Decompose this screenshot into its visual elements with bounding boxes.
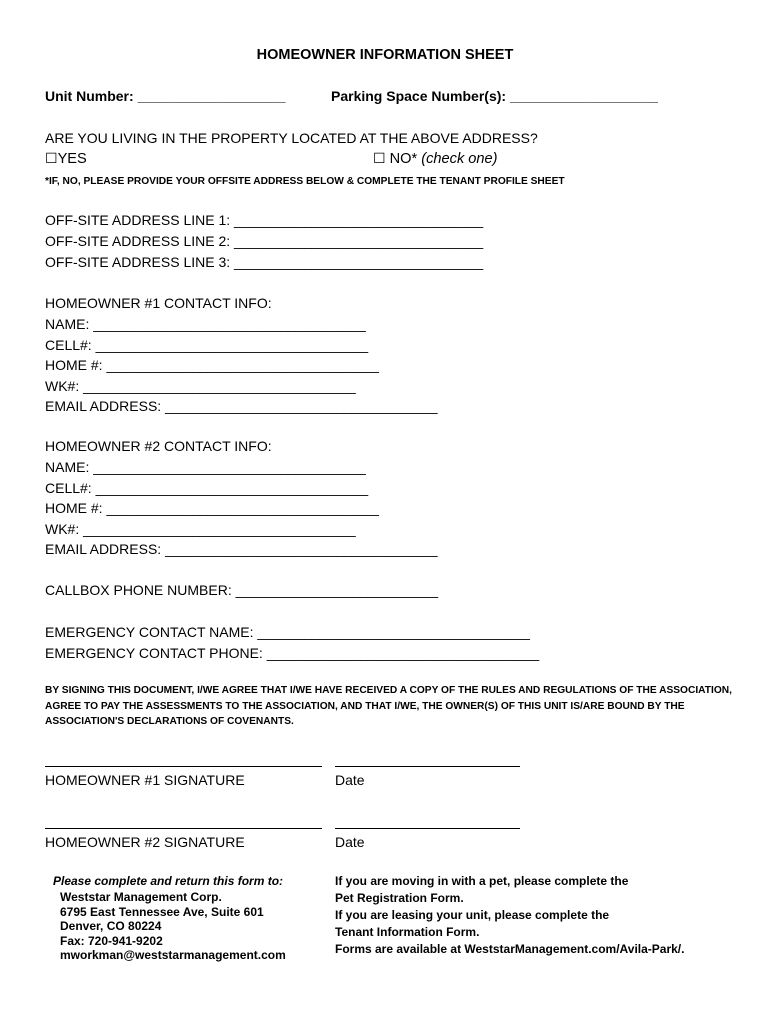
homeowner1-wk-field[interactable]: WK#: ___________________________________ <box>45 378 356 394</box>
homeowner2-heading: HOMEOWNER #2 CONTACT INFO: <box>45 438 272 454</box>
homeowner1-home-field[interactable]: HOME #: ___________________________________ <box>45 357 379 373</box>
homeowner2-name-field[interactable]: NAME: ___________________________________ <box>45 459 366 475</box>
callbox-phone-field[interactable]: CALLBOX PHONE NUMBER: __________________________ <box>45 582 439 598</box>
no-option[interactable] <box>373 151 498 167</box>
agreement-statement: BY SIGNING THIS DOCUMENT, I/WE AGREE THAT I/WE HAVE RECEIVED A COPY OF THE RULES AND REGULATIONS OF THE ASSOCIATION, AGREE TO PAY THE ASSESSMENTS TO THE ASSOCIATION, AND THAT I/WE, THE OWNER(S) OF THIS UNIT IS/ARE BOUND BY THE ASSOCIATION'S DECLARATIONS OF COVENANTS. <box>45 685 732 727</box>
offsite-address-line-2[interactable]: OFF-SITE ADDRESS LINE 2: ________________________________ <box>45 233 484 249</box>
homeowner2-signature-label: HOMEOWNER #2 SIGNATURE <box>45 834 245 850</box>
homeowner2-signature-line[interactable] <box>45 828 322 829</box>
notes-block <box>335 873 684 958</box>
homeowner1-cell-field[interactable]: CELL#: ___________________________________ <box>45 337 369 353</box>
return-street: 6795 East Tennessee Ave, Suite 601 <box>60 904 264 919</box>
parking-space-label: Parking Space Number(s): <box>331 88 507 104</box>
yes-checkbox-icon[interactable]: ☐ <box>45 151 58 167</box>
offsite-address-line-3[interactable]: OFF-SITE ADDRESS LINE 3: ________________________________ <box>45 254 484 270</box>
pet-note-line-1: If you are moving in with a pet, please complete the <box>335 874 629 888</box>
homeowner2-date-label: Date <box>335 834 365 850</box>
parking-space-blank: ___________________ <box>509 88 658 104</box>
pet-note-line-2: Pet Registration Form. <box>335 891 464 905</box>
forms-available-note: Forms are available at WeststarManagement.com/Avila-Park/. <box>335 942 685 956</box>
homeowner1-email-field[interactable]: EMAIL ADDRESS: ___________________________________ <box>45 398 438 414</box>
lease-note-line-2: Tenant Information Form. <box>335 925 480 939</box>
check-one-note: (check one) <box>421 151 498 167</box>
homeowner2-wk-field[interactable]: WK#: ___________________________________ <box>45 521 356 537</box>
homeowner2-email-field[interactable]: EMAIL ADDRESS: ___________________________________ <box>45 541 438 557</box>
homeowner1-signature-label: HOMEOWNER #1 SIGNATURE <box>45 772 245 788</box>
return-address-block <box>53 873 286 963</box>
homeowner1-name-field[interactable]: NAME: ___________________________________ <box>45 316 366 332</box>
offsite-address-line-1[interactable]: OFF-SITE ADDRESS LINE 1: ________________________________ <box>45 212 484 228</box>
homeowner1-heading: HOMEOWNER #1 CONTACT INFO: <box>45 295 272 311</box>
offsite-note: *IF, NO, PLEASE PROVIDE YOUR OFFSITE ADDRESS BELOW & COMPLETE THE TENANT PROFILE SHEET <box>45 176 565 187</box>
emergency-contact-phone-field[interactable]: EMERGENCY CONTACT PHONE: ___________________________________ <box>45 645 540 661</box>
yes-option[interactable] <box>45 151 87 167</box>
no-checkbox-icon[interactable]: ☐ <box>373 151 386 167</box>
homeowner2-home-field[interactable]: HOME #: ___________________________________ <box>45 500 379 516</box>
no-label: NO* <box>389 151 418 167</box>
parking-space-field[interactable] <box>331 88 658 104</box>
return-city: Denver, CO 80224 <box>60 919 162 933</box>
homeowner1-date-label: Date <box>335 772 365 788</box>
return-company: Weststar Management Corp. <box>60 890 222 904</box>
yes-label: YES <box>57 151 87 167</box>
return-heading: Please complete and return this form to: <box>53 874 284 888</box>
homeowner1-date-line[interactable] <box>335 766 520 767</box>
homeowner2-cell-field[interactable]: CELL#: ___________________________________ <box>45 480 369 496</box>
return-fax: Fax: 720-941-9202 <box>60 933 163 948</box>
living-question: ARE YOU LIVING IN THE PROPERTY LOCATED AT THE ABOVE ADDRESS? <box>45 130 538 146</box>
unit-number-label: Unit Number: <box>45 88 134 104</box>
homeowner2-date-line[interactable] <box>335 828 520 829</box>
homeowner1-signature-line[interactable] <box>45 766 322 767</box>
emergency-contact-name-field[interactable]: EMERGENCY CONTACT NAME: ___________________________________ <box>45 624 530 640</box>
page-title: HOMEOWNER INFORMATION SHEET <box>256 47 514 63</box>
lease-note-line-1: If you are leasing your unit, please complete the <box>335 908 610 922</box>
return-email: mworkman@weststarmanagement.com <box>60 948 286 962</box>
unit-number-field[interactable] <box>45 88 286 104</box>
unit-number-blank: ___________________ <box>137 88 286 104</box>
